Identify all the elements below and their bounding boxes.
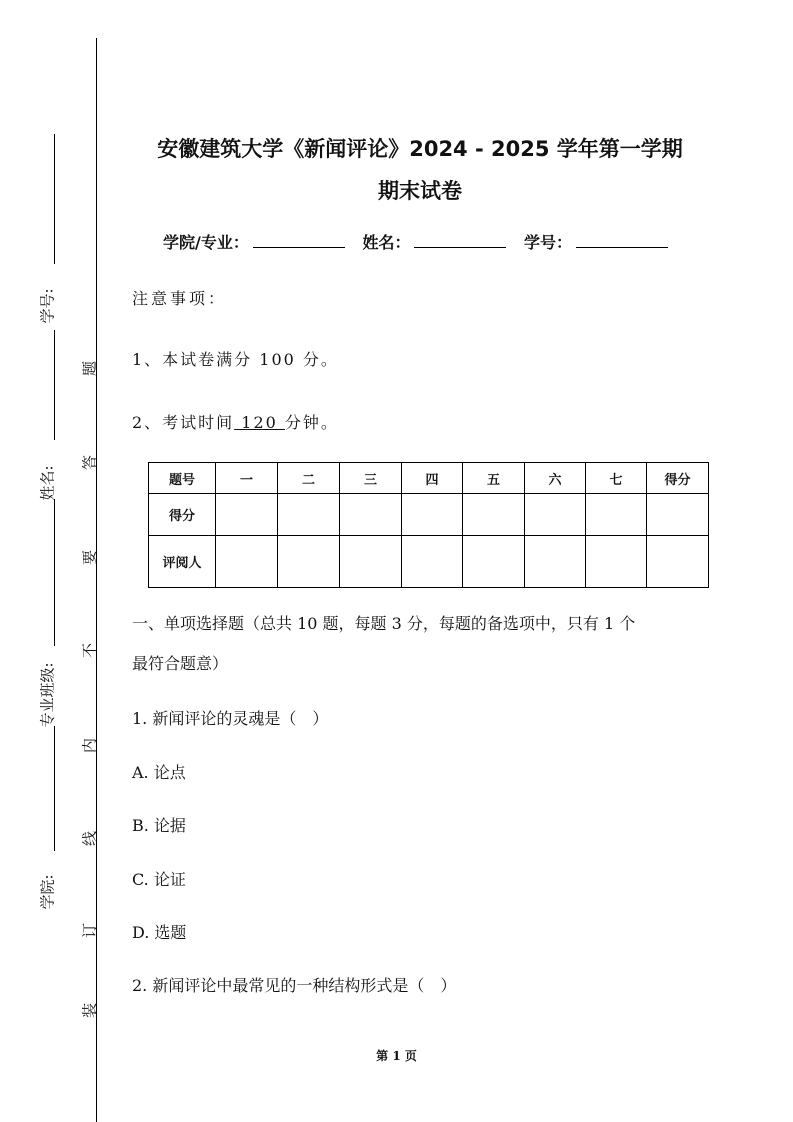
grader-cell[interactable] (647, 536, 709, 588)
score-cell[interactable] (216, 494, 278, 536)
name-label: 姓名： (362, 233, 411, 252)
name-blank[interactable] (414, 233, 506, 248)
seal-char: 装 (80, 1003, 99, 1019)
table-header-cell: 得分 (647, 463, 709, 494)
grader-cell[interactable] (340, 536, 402, 588)
table-header-cell: 四 (402, 463, 463, 494)
binding-line (96, 38, 97, 1122)
score-cell[interactable] (463, 494, 525, 536)
section-heading: 一、单项选择题（总共 10 题，每题 3 分，每题的备选项中，只有 1 个 (132, 614, 636, 633)
exam-duration: 120 (234, 413, 285, 432)
exam-subtitle: 期末试卷 (378, 179, 462, 203)
table-row (149, 536, 709, 588)
seal-char: 题 (80, 361, 99, 377)
option-c[interactable]: C. 论证 (132, 870, 186, 889)
section-heading-cont: 最符合题意） (132, 654, 229, 673)
score-cell[interactable] (525, 494, 586, 536)
grader-cell[interactable] (402, 536, 463, 588)
score-cell[interactable] (402, 494, 463, 536)
table-header-cell: 七 (586, 463, 647, 494)
question-stem: 1. 新闻评论的灵魂是（ ） (132, 709, 329, 728)
margin-student-id-label: 学号: (38, 288, 57, 324)
college-label: 学院/专业： (163, 233, 249, 252)
row-label: 得分 (149, 494, 216, 536)
page-number: 第 1 页 (376, 1049, 417, 1063)
table-header-cell: 六 (525, 463, 586, 494)
table-row (149, 463, 709, 494)
exam-title: 安徽建筑大学《新闻评论》2024 - 2025 学年第一学期 (157, 137, 683, 161)
field-line (54, 330, 55, 440)
seal-char: 内 (80, 738, 99, 754)
margin-class-label: 专业班级: (38, 662, 57, 728)
note-suffix: 分钟。 (284, 413, 339, 432)
note-item: 1、本试卷满分 100 分。 (132, 350, 339, 369)
table-row (149, 494, 709, 536)
score-cell[interactable] (278, 494, 340, 536)
field-line (54, 499, 55, 646)
table-header-cell: 题号 (149, 463, 216, 494)
option-a[interactable]: A. 论点 (132, 763, 186, 782)
score-cell[interactable] (586, 494, 647, 536)
grader-cell[interactable] (586, 536, 647, 588)
grader-cell[interactable] (216, 536, 278, 588)
score-table (148, 462, 709, 588)
seal-char: 不 (80, 643, 99, 659)
grader-cell[interactable] (525, 536, 586, 588)
note-prefix: 2、考试时间 (132, 413, 235, 432)
field-line (54, 134, 55, 264)
margin-college-label: 学院: (38, 874, 57, 910)
option-b[interactable]: B. 论据 (132, 816, 186, 835)
option-d[interactable]: D. 选题 (132, 923, 187, 942)
seal-char: 订 (80, 923, 99, 939)
table-header-cell: 二 (278, 463, 340, 494)
margin-name-label: 姓名: (38, 465, 57, 501)
row-label: 评阅人 (149, 536, 216, 588)
field-line (54, 726, 55, 851)
table-header-cell: 五 (463, 463, 525, 494)
table-header-cell: 一 (216, 463, 278, 494)
student-info-row (163, 230, 680, 253)
score-cell[interactable] (647, 494, 709, 536)
table-header-cell: 三 (340, 463, 402, 494)
seal-char: 答 (80, 455, 99, 471)
student-id-blank[interactable] (576, 233, 668, 248)
college-blank[interactable] (253, 233, 345, 248)
notes-heading: 注意事项： (132, 289, 228, 308)
seal-char: 线 (80, 831, 99, 847)
grader-cell[interactable] (278, 536, 340, 588)
grader-cell[interactable] (463, 536, 525, 588)
note-item (132, 410, 339, 433)
seal-char: 要 (80, 550, 99, 566)
question-stem: 2. 新闻评论中最常见的一种结构形式是（ ） (132, 976, 457, 995)
score-cell[interactable] (340, 494, 402, 536)
student-id-label: 学号： (524, 233, 573, 252)
